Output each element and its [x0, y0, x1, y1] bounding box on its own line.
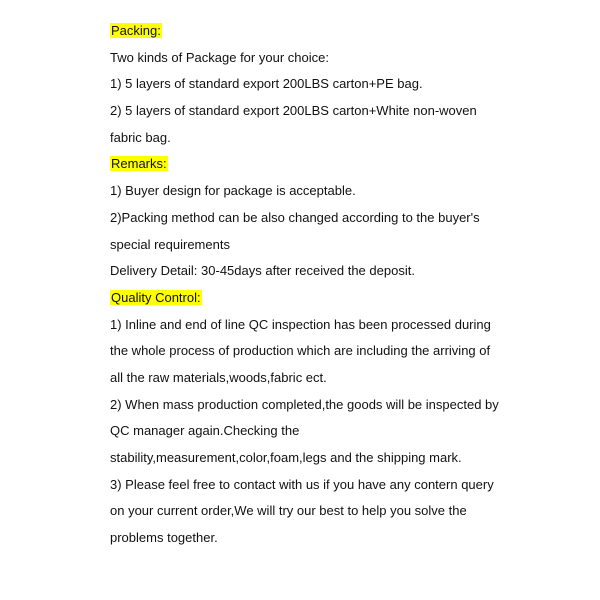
- packing-option-2-cont: fabric bag.: [110, 129, 171, 145]
- remarks-heading: Remarks:: [111, 156, 167, 172]
- quality-control-heading: Quality Control:: [111, 289, 201, 305]
- qc-line-9: problems together.: [110, 530, 218, 546]
- qc-line-3: all the raw materials,woods,fabric ect.: [110, 369, 327, 385]
- packing-heading: Packing:: [111, 23, 161, 38]
- qc-line-8: on your current order,We will try our best to help you solve the: [110, 503, 467, 519]
- qc-line-1: 1) Inline and end of line QC inspection has been processed during: [110, 316, 491, 332]
- remarks-line-2: 2)Packing method can be also changed according to the buyer's: [110, 209, 480, 225]
- remarks-heading-line: [110, 151, 510, 178]
- packing-intro: Two kinds of Package for your choice:: [110, 49, 329, 65]
- quality-control-heading-line: [110, 285, 510, 312]
- qc-line-4: 2) When mass production completed,the goods will be inspected by: [110, 396, 499, 412]
- packing-heading-line: [110, 18, 510, 45]
- packing-option-2: 2) 5 layers of standard export 200LBS carton+White non-woven: [110, 103, 477, 119]
- delivery-detail: Delivery Detail: 30-45days after received the deposit.: [110, 263, 415, 279]
- qc-line-7: 3) Please feel free to contact with us if you have any contern query: [110, 476, 494, 492]
- document-body: [110, 18, 510, 552]
- qc-line-5: QC manager again.Checking the: [110, 423, 300, 439]
- remarks-line-3: special requirements: [110, 236, 230, 252]
- packing-option-1: 1) 5 layers of standard export 200LBS carton+PE bag.: [110, 76, 423, 92]
- qc-line-6: stability,measurement,color,foam,legs and the shipping mark.: [110, 450, 462, 465]
- remarks-line-1: 1) Buyer design for package is acceptable.: [110, 183, 356, 199]
- qc-line-2: the whole process of production which are including the arriving of: [110, 343, 491, 359]
